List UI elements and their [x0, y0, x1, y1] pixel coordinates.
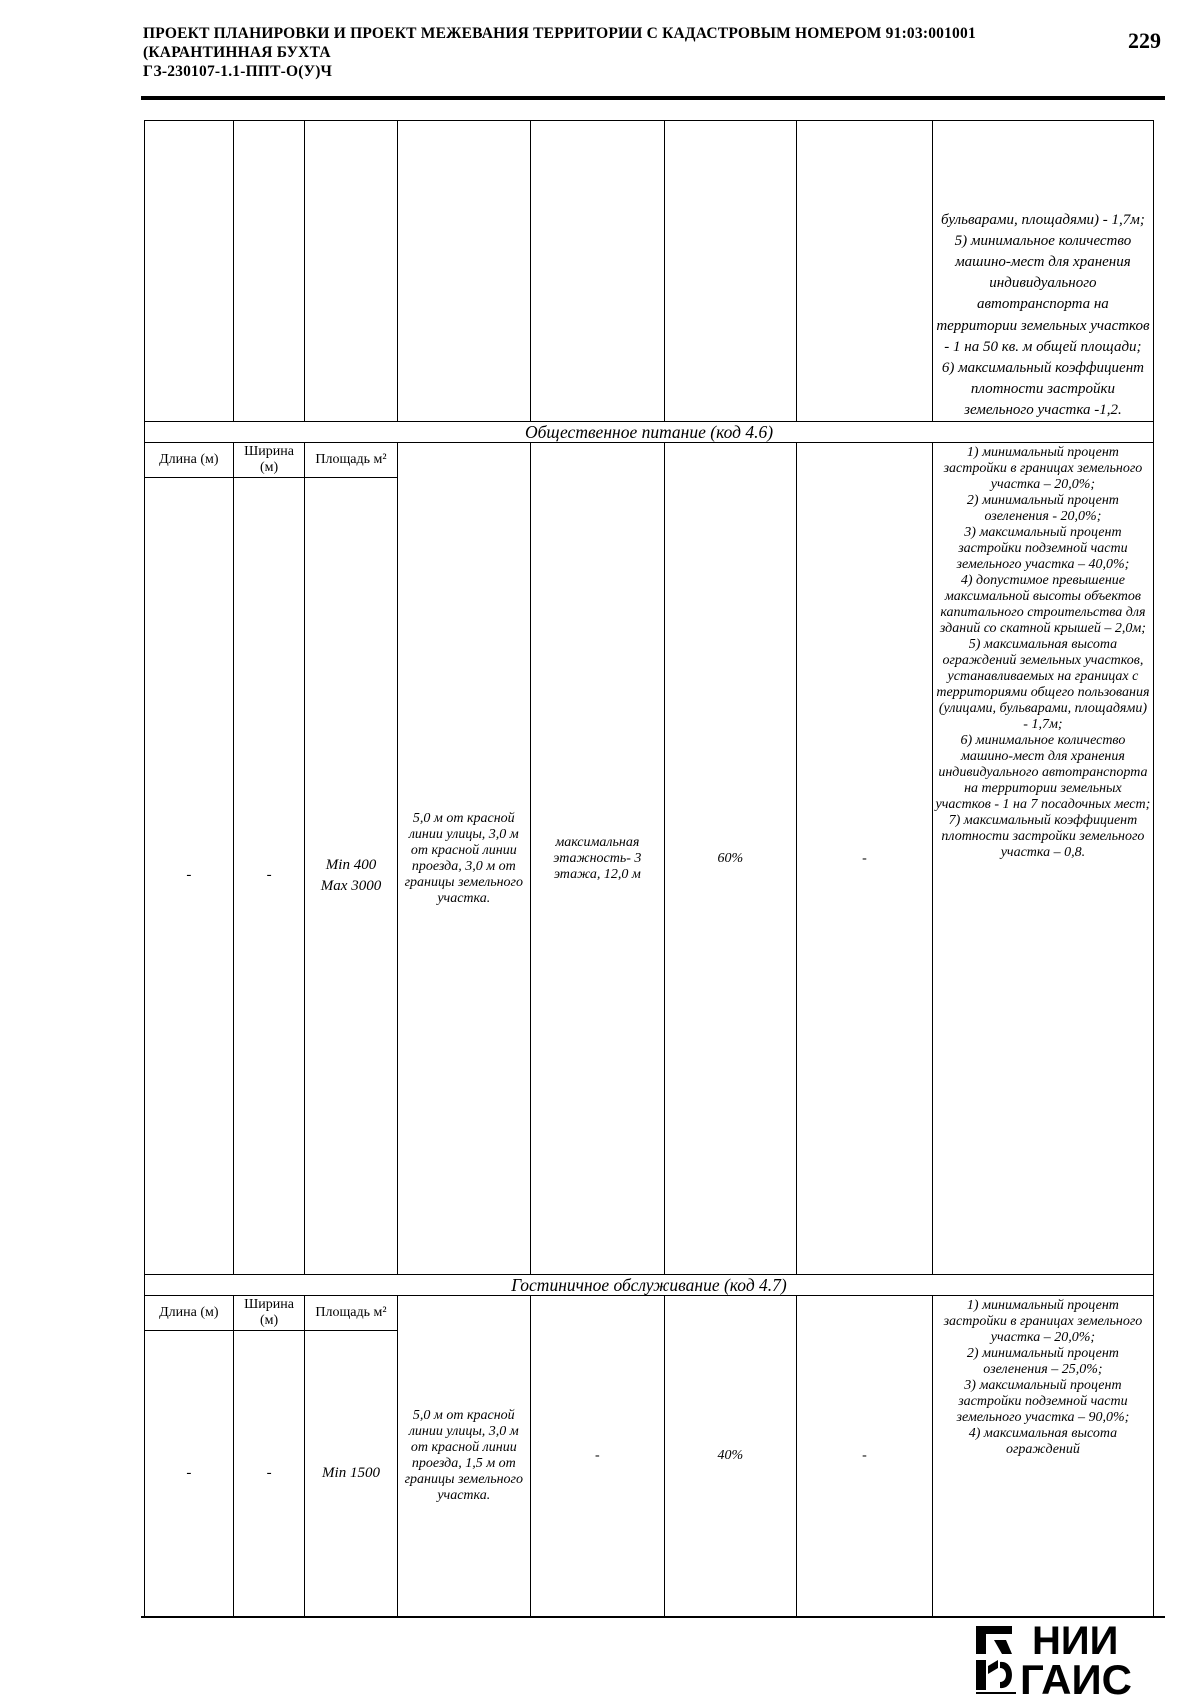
header-rule: [141, 96, 1165, 100]
table-cell-empty: [797, 121, 933, 422]
column-header-area: Площадь м²: [305, 443, 397, 478]
column-header-length: Длина (м): [145, 443, 234, 478]
table-row-continuation: [145, 121, 1154, 422]
width-cell: -: [233, 478, 305, 1275]
params-cell-continuation: бульварами, площадями) - 1,7м; 5) минимальное количество машино-мест для хранения индивидуального автотранспорта на территории земельных участков - 1 на 50 кв. м общей площади; 6) максимальный коэффициент плотности застройки земельного участка -1,2.: [932, 121, 1153, 422]
header-title-line-2: (КАРАНТИННАЯ БУХТА: [143, 44, 331, 61]
extra-cell: -: [797, 443, 933, 1275]
length-cell: -: [145, 478, 234, 1275]
width-cell: -: [233, 1331, 305, 1617]
logo-mark: [976, 1626, 1016, 1694]
page-number: 229: [1128, 28, 1161, 53]
logo-text-line-1: НИИ: [1032, 1620, 1119, 1663]
column-header-width: Ширина (м): [233, 443, 305, 478]
section-title: Гостиничное обслуживание (код 4.7): [145, 1275, 1154, 1296]
table-cell-empty: [531, 121, 665, 422]
extra-cell: -: [797, 1296, 933, 1617]
params-cell: 1) минимальный процент застройки в границах земельного участка – 20,0%; 2) минимальный процент озеленения – 25,0%; 3) максимальный процент застройки подземной части земельного участка – 90,0%; 4) максимальная высота ограждений: [932, 1296, 1153, 1617]
footer-rule: [141, 1616, 1165, 1618]
column-header-area: Площадь м²: [305, 1296, 397, 1331]
table-header-row: [145, 1296, 1154, 1331]
table-cell-empty: [664, 121, 796, 422]
coverage-cell: 40%: [664, 1296, 796, 1617]
area-cell: Min 1500: [305, 1331, 397, 1617]
setback-cell: 5,0 м от красной линии улицы, 3,0 м от красной линии проезда, 3,0 м от границы земельного участка.: [397, 443, 531, 1275]
logo-text-line-2: ГАИС: [1020, 1656, 1133, 1696]
regulations-table: [144, 120, 1154, 1617]
section-title: Общественное питание (код 4.6): [145, 422, 1154, 443]
area-cell: Min 400 Max 3000: [305, 478, 397, 1275]
section-title-row: [145, 1275, 1154, 1296]
section-title-row: [145, 422, 1154, 443]
table-cell-empty: [233, 121, 305, 422]
niigais-logo: [972, 1620, 1162, 1696]
header-title-line-1: ПРОЕКТ ПЛАНИРОВКИ И ПРОЕКТ МЕЖЕВАНИЯ ТЕРРИТОРИИ С КАДАСТРОВЫМ НОМЕРОМ 91:03:001001: [143, 25, 976, 42]
column-header-length: Длина (м): [145, 1296, 234, 1331]
document-header: [143, 24, 1173, 81]
coverage-cell: 60%: [664, 443, 796, 1275]
table-cell-empty: [397, 121, 531, 422]
params-cell: 1) минимальный процент застройки в границах земельного участка – 20,0%; 2) минимальный процент озеленения - 20,0%; 3) максимальный процент застройки подземной части земельного участка – 40,0%; 4) допустимое превышение максимальной высоты объектов капитального строительства для зданий со скатной крышей – 2,0м; 5) максимальная высота ограждений земельных участков, устанавливаемых на границах с территориями общего пользования (улицами, бульварами, площадями) - 1,7м; 6) минимальное количество машино-мест для хранения индивидуального автотранспорта на территории земельных участков - 1 на 7 посадочных мест; 7) максимальный коэффициент плотности застройки земельного участка – 0,8.: [932, 443, 1153, 1275]
setback-cell: 5,0 м от красной линии улицы, 3,0 м от красной линии проезда, 1,5 м от границы земельного участка.: [397, 1296, 531, 1617]
header-document-code: ГЗ-230107-1.1-ППТ-О(У)Ч: [143, 63, 333, 80]
height-cell: -: [531, 1296, 665, 1617]
table-cell-empty: [305, 121, 397, 422]
table-cell-empty: [145, 121, 234, 422]
length-cell: -: [145, 1331, 234, 1617]
height-cell: максимальная этажность- 3 этажа, 12,0 м: [531, 443, 665, 1275]
column-header-width: Ширина (м): [233, 1296, 305, 1331]
table-header-row: [145, 443, 1154, 478]
